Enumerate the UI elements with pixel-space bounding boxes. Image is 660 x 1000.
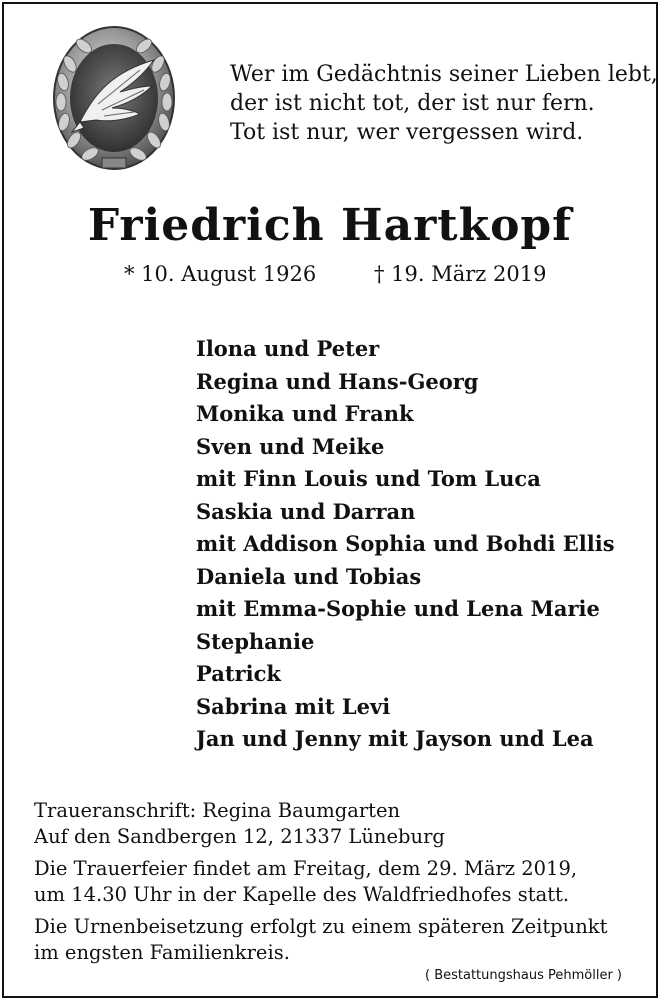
mourner-line: Monika und Frank — [196, 401, 414, 426]
mourner-line: Regina und Hans-Georg — [196, 368, 479, 394]
mourner-line: Stephanie — [196, 628, 315, 654]
birth-date: * 10. August 1926 — [124, 262, 317, 286]
mourner-line: mit Finn Louis und Tom Luca — [196, 466, 541, 491]
deceased-name: Friedrich Hartkopf — [87, 200, 573, 251]
memorial-quote — [230, 60, 658, 147]
mourner-line: mit Addison Sophia und Bohdi Ellis — [196, 531, 615, 556]
ceremony-line: um 14.30 Uhr in der Kapelle des Waldfriedhofes statt. — [34, 883, 570, 906]
funeral-info — [34, 798, 607, 966]
mourner-line: Ilona und Peter — [196, 336, 380, 361]
quote-line: Wer im Gedächtnis seiner Lieben lebt, — [230, 62, 658, 87]
mourner-line: Saskia und Darran — [196, 498, 416, 524]
paratrooper-badge-icon — [50, 24, 178, 172]
quote-line: der ist nicht tot, der ist nur fern. — [230, 91, 595, 116]
death-date: † 19. März 2019 — [374, 262, 547, 286]
quote-line: Tot ist nur, wer vergessen wird. — [230, 120, 584, 145]
burial-line: Die Urnenbeisetzung erfolgt zu einem späteren Zeitpunkt — [34, 915, 608, 938]
mourner-line: Sven und Meike — [196, 433, 385, 459]
mourner-line: Daniela und Tobias — [196, 563, 422, 589]
address-line: Auf den Sandbergen 12, 21337 Lüneburg — [34, 825, 445, 848]
mourner-line: Patrick — [196, 661, 281, 686]
undertaker-credit: ( Bestattungshaus Pehmöller ) — [424, 968, 622, 983]
mourner-line: Sabrina mit Levi — [196, 693, 391, 719]
burial-line: im engsten Familienkreis. — [34, 941, 290, 964]
address-line: Traueranschrift: Regina Baumgarten — [34, 799, 401, 822]
mourners-list — [196, 333, 615, 756]
mourner-line: mit Emma-Sophie und Lena Marie — [196, 596, 600, 621]
mourner-line: Jan und Jenny mit Jayson und Lea — [196, 726, 594, 751]
ceremony-line: Die Trauerfeier findet am Freitag, dem 29. März 2019, — [34, 857, 578, 880]
